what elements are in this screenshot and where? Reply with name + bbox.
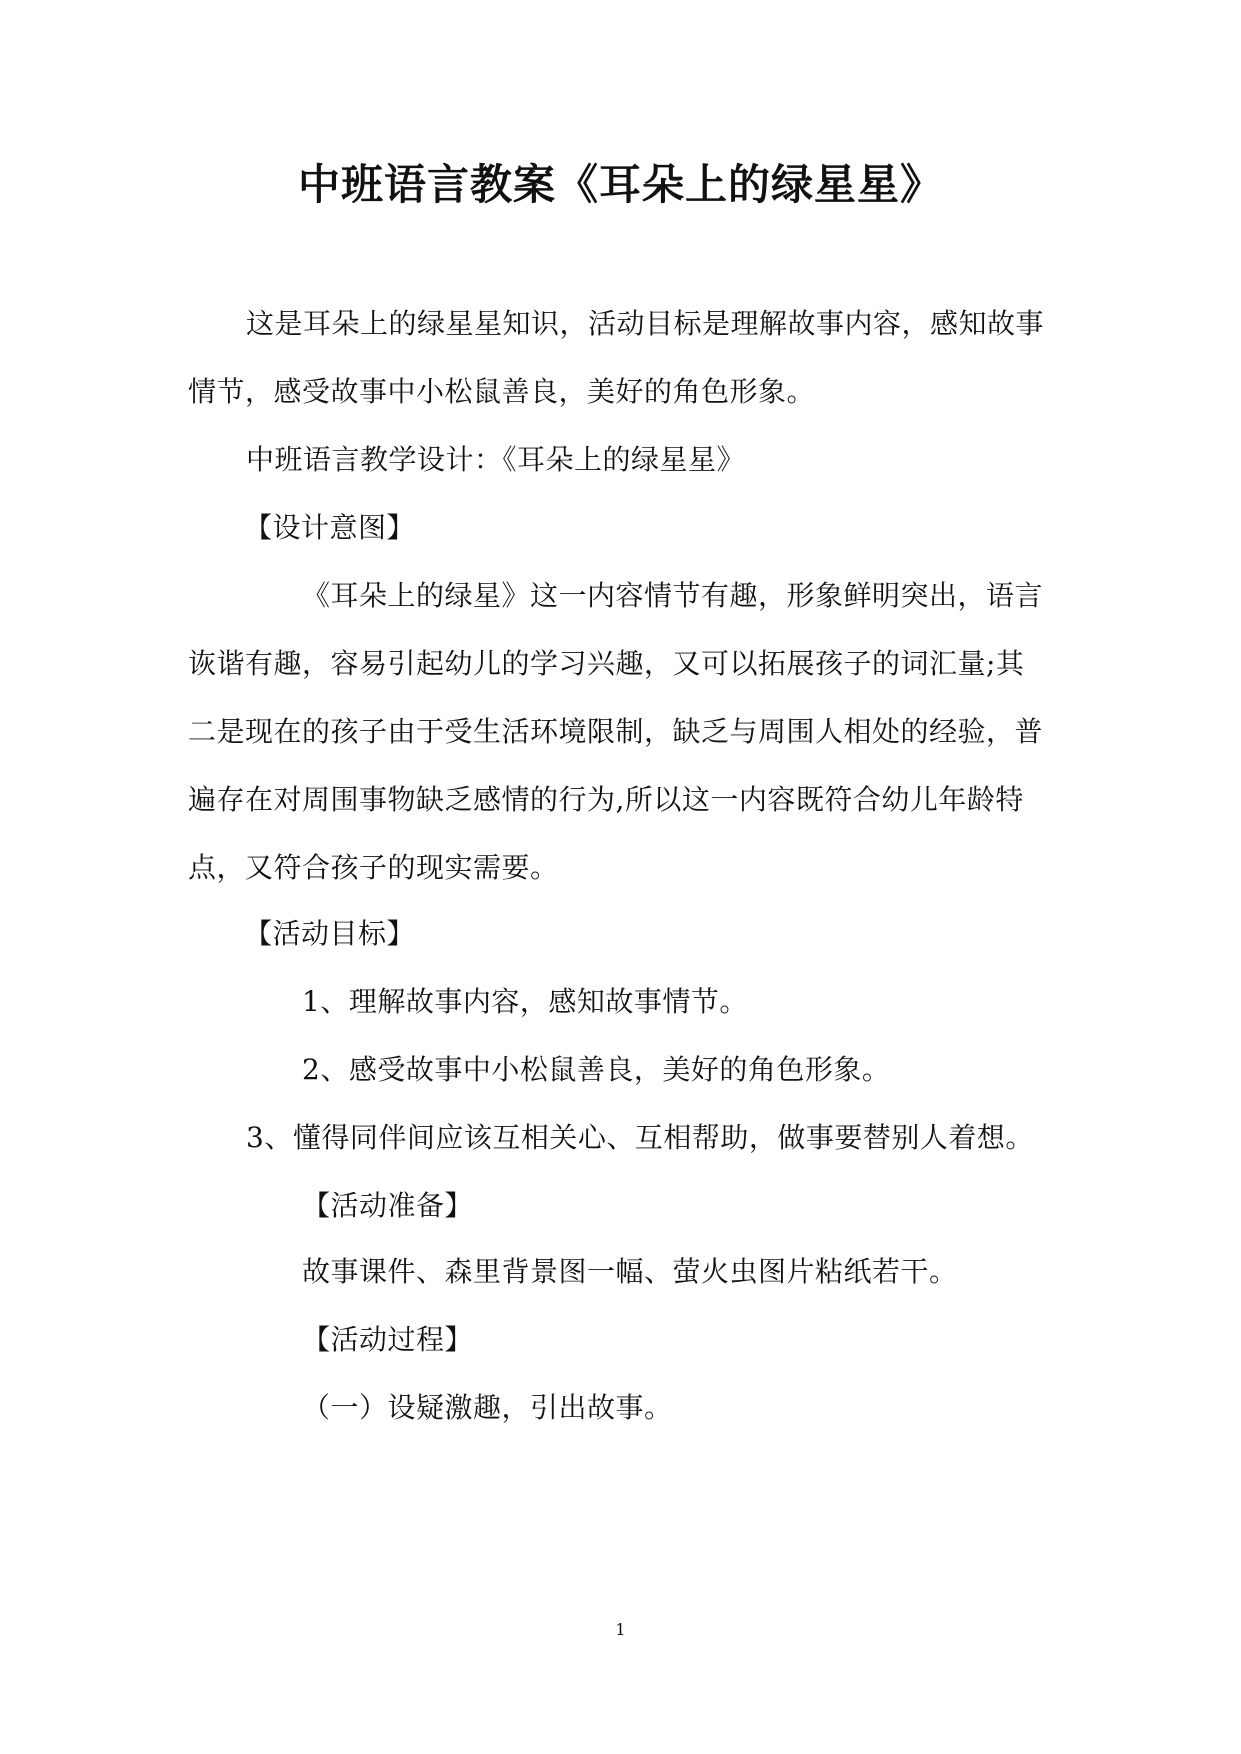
section-heading-design-intent: 【设计意图】 bbox=[244, 511, 416, 544]
goal-item: 3、懂得同伴间应该互相关心、互相帮助，做事要替别人着想。 bbox=[246, 1121, 1034, 1154]
design-intent-line-4: 遍存在对周围事物缺乏感情的行为,所以这一内容既符合幼儿年龄特 bbox=[188, 783, 1024, 816]
design-intent-line-3: 二是现在的孩子由于受生活环境限制，缺乏与周围人相处的经验，普 bbox=[188, 715, 1044, 748]
preparation-text: 故事课件、森里背景图一幅、萤火虫图片粘纸若干。 bbox=[302, 1255, 958, 1288]
document-title: 中班语言教案《耳朵上的绿星星》 bbox=[297, 160, 943, 209]
process-step-1: （一）设疑激趣，引出故事。 bbox=[302, 1391, 673, 1424]
intro-line-2: 情节，感受故事中小松鼠善良，美好的角色形象。 bbox=[188, 375, 816, 408]
section-heading-preparation: 【活动准备】 bbox=[302, 1189, 474, 1222]
intro-line-1: 这是耳朵上的绿星星知识，活动目标是理解故事内容，感知故事 bbox=[246, 307, 1045, 340]
section-heading-process: 【活动过程】 bbox=[302, 1323, 474, 1356]
page-number: 1 bbox=[615, 1620, 626, 1639]
design-intent-line-1: 《耳朵上的绿星》这一内容情节有趣，形象鲜明突出，语言 bbox=[302, 579, 1044, 612]
goal-item: 2、感受故事中小松鼠善良，美好的角色形象。 bbox=[302, 1053, 891, 1086]
design-intent-line-5: 点，又符合孩子的现实需要。 bbox=[188, 851, 559, 884]
goal-item: 1、理解故事内容，感知故事情节。 bbox=[302, 985, 748, 1018]
design-heading: 中班语言教学设计：《耳朵上的绿星星》 bbox=[246, 443, 746, 476]
design-intent-line-2: 诙谐有趣，容易引起幼儿的学习兴趣，又可以拓展孩子的词汇量;其 bbox=[188, 647, 1025, 680]
section-heading-goals: 【活动目标】 bbox=[244, 917, 416, 950]
